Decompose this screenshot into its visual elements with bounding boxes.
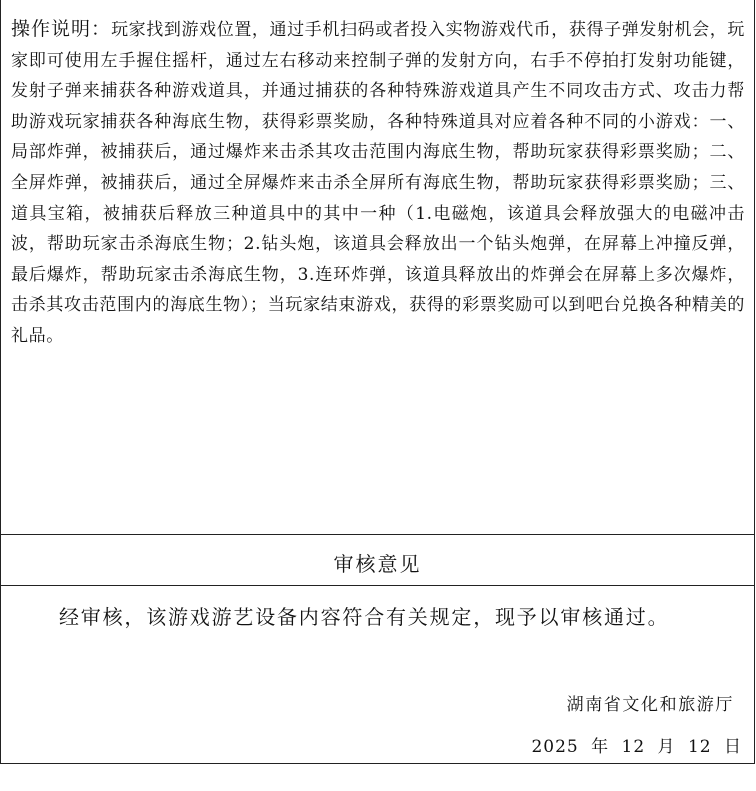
instructions-heading: 操作说明：: [11, 18, 112, 40]
review-body-cell: [0, 586, 755, 764]
instructions-body: 玩家找到游戏位置，通过手机扫码或者投入实物游戏代币，获得子弹发射机会，玩家即可使用左手握住摇杆，通过左右移动来控制子弹的发射方向，右手不停拍打发射功能键，发射子弹来捕获各种游戏道具，并通过捕获的各种特殊游戏道具产生不同攻击方式、攻击力帮助游戏玩家捕获各种海底生物，获得彩票奖励，各种特殊道具对应着各种不同的小游戏：一、局部炸弹，被捕获后，通过爆炸来击杀其攻击范围内海底生物，帮助玩家获得彩票奖励；二、全屏炸弹，被捕获后，通过全屏爆炸来击杀全屏所有海底生物，帮助玩家获得彩票奖励；三、道具宝箱，被捕获后释放三种道具中的其中一种（1.电磁炮，该道具会释放强大的电磁冲击波，帮助玩家击杀海底生物；2.钻头炮，该道具会释放出一个钻头炮弹，在屏幕上冲撞反弹，最后爆炸，帮助玩家击杀海底生物，3.连环炸弹，该道具释放出的炸弹会在屏幕上多次爆炸，击杀其攻击范围内的海底生物）；当玩家结束游戏，获得的彩票奖励可以到吧台兑换各种精美的礼品。: [11, 20, 745, 346]
review-heading-cell: [0, 535, 755, 586]
review-date: 2025 年 12 月 12 日: [531, 737, 742, 757]
review-heading: 审核意见: [333, 552, 422, 576]
issuing-authority: 湖南省文化和旅游厅: [566, 695, 734, 715]
instructions-text: [11, 14, 745, 352]
review-opinion: 经审核，该游戏游艺设备内容符合有关规定，现予以审核通过。: [59, 605, 670, 629]
